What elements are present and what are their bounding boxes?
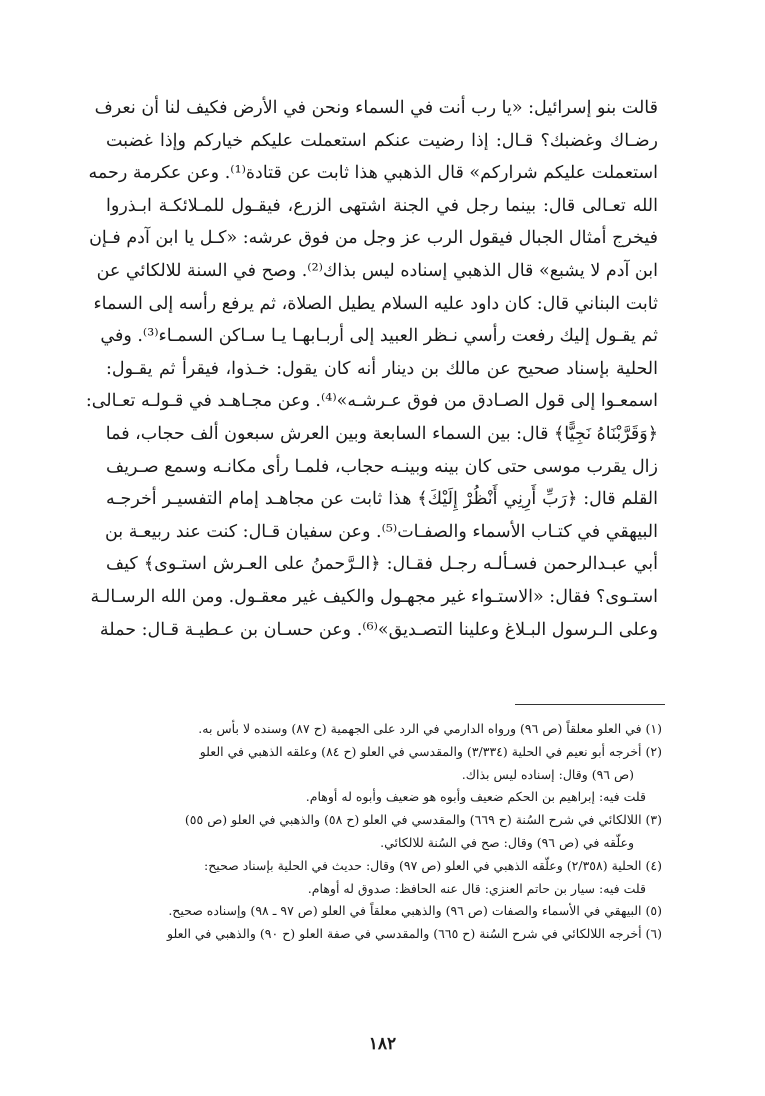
text-line: زال يقرب موسى حتى كان بينه وبينـه حجاب، فلمـا رأى مكانـه وسمع صـريف — [106, 456, 658, 477]
footnote-5: (٥) البيهقي في الأسماء والصفات (ص ٩٦) والذهبي معلقاً في العلو (ص ٩٧ ـ ٩٨) وإسناده صحيح. — [168, 903, 662, 919]
text-line: ثابت البناني قال: كان داود عليه السلام يطيل الصلاة، ثم يرفع رأسه إلى السماء — [93, 293, 658, 314]
footnote-4-remark: قلت فيه: سيار بن حاتم العنزي: قال عنه الحافظ: صدوق له أوهام. — [307, 880, 646, 896]
text-line: اسمعـوا إلى قول الصـادق من فوق عـرشـه»⁽⁴⁾. وعن مجـاهـد في قـولـه تعـالى: — [85, 391, 658, 412]
text-line: القلم قال: ﴿رَبِّ أَرِنِي أَنْظُرْ إِلَيْكَ﴾ هذا ثابت عن مجاهـد إمام التفسيـر أخرجـه — [106, 489, 658, 510]
text-line: البيهقي في كتـاب الأسماء والصفـات⁽⁵⁾. وعن سفيان قـال: كنت عند ربيعـة بن — [104, 521, 658, 542]
footnote-1: (١) في العلو معلقاً (ص ٩٦) ورواه الدارمي في الرد على الجهمية (ح ٨٧) وسنده لا بأس به. — [198, 721, 662, 736]
page-number: ١٨٢ — [368, 1034, 397, 1054]
text-line: الحلية بإسناد صحيح عن مالك بن دينار أنه كان يقول: خـذوا، فيقرأ ثم يقـول: — [106, 358, 658, 379]
text-line: وعلى الـرسول البـلاغ وعلينا التصـديق»⁽⁶⁾. وعن حسـان بن عـطيـة قـال: حملة — [99, 619, 658, 640]
text-line: ثم يقـول إليك رفعت رأسي نـظر العبيد إلى أربـابهـا يـا سـاكن السمـاء⁽³⁾. وفي — [100, 326, 658, 347]
footnote-4: (٤) الحلية (٢/٣٥٨) وعلّقه الذهبي في العلو (ص ٩٧) وقال: حديث في الحلية بإسناد صحيح: — [204, 857, 662, 873]
footnote-3-continued: وعلّقه في (ص ٩٦) وقال: صح في السُنة للالكائي. — [380, 834, 634, 850]
footnote-3: (٣) اللالكائي في شرح السُنة (ح ٦٦٩) والمقدسي في العلو (ح ٥٨) والذهبي في العلو (ص ٥٥) — [184, 812, 662, 828]
footnote-2-remark: قلت فيه: إبراهيم بن الحكم ضعيف وأبوه هو ضعيف وأبوه له أوهام. — [305, 789, 646, 805]
footnote-divider — [515, 704, 665, 705]
main-text-block — [85, 92, 658, 646]
text-line: الله تعـالى قال: بينما رجل في الجنة اشتهى الزرع، فيقـول للمـلائكـة ابـذروا — [106, 195, 658, 216]
footnote-2-continued: (ص ٩٦) وقال: إسناده ليس بذاك. — [461, 766, 634, 782]
text-line: استعملت عليكم شراركم» قال الذهبي هذا ثابت عن قتادة⁽¹⁾. وعن عكرمة رحمه — [88, 163, 658, 184]
text-line: فيخرج أمثال الجبال فيقول الرب عز وجل من فوق عرشه: «كـل يا ابن آدم فـإن — [89, 228, 658, 249]
text-line: استـوى؟ فقال: «الاستـواء غير مجهـول والكيف غير معقـول. ومن الله الرسـالـة — [90, 586, 658, 607]
text-line: ﴿وَقَرَّبْنَاهُ نَجِيًّا﴾ قال: بين السماء السابعة وبين العرش سبعون ألف حجاب، فما — [105, 423, 658, 444]
text-line: رضـاك وغضبك؟ قـال: إذا رضيت عنكم استعملت عليكم خياركم وإذا غضبت — [106, 130, 658, 151]
footnote-2: (٢) أخرجه أبو نعيم في الحلية (٣/٣٣٤) والمقدسي في العلو (ح ٨٤) وعلقه الذهبي في العلو — [199, 743, 662, 759]
footnote-6: (٦) أخرجه اللالكائي في شرح السُنة (ح ٦٦٥) والمقدسي في صفة العلو (ح ٩٠) والذهبي في العلو — [167, 926, 662, 942]
text-line: أبي عبـدالرحمن فسـألـه رجـل فقـال: ﴿الـرَّحمنُ على العـرش استـوى﴾ كيف — [106, 554, 658, 575]
text-line: قالت بنو إسرائيل: «يا رب أنت في السماء ونحن في الأرض فكيف لنا أن نعرف — [94, 98, 658, 118]
text-line: ابن آدم لا يشبع» قال الذهبي إسناده ليس بذاك⁽²⁾. وصح في السنة للالكائي عن — [96, 260, 658, 281]
footnotes-block — [102, 718, 662, 946]
